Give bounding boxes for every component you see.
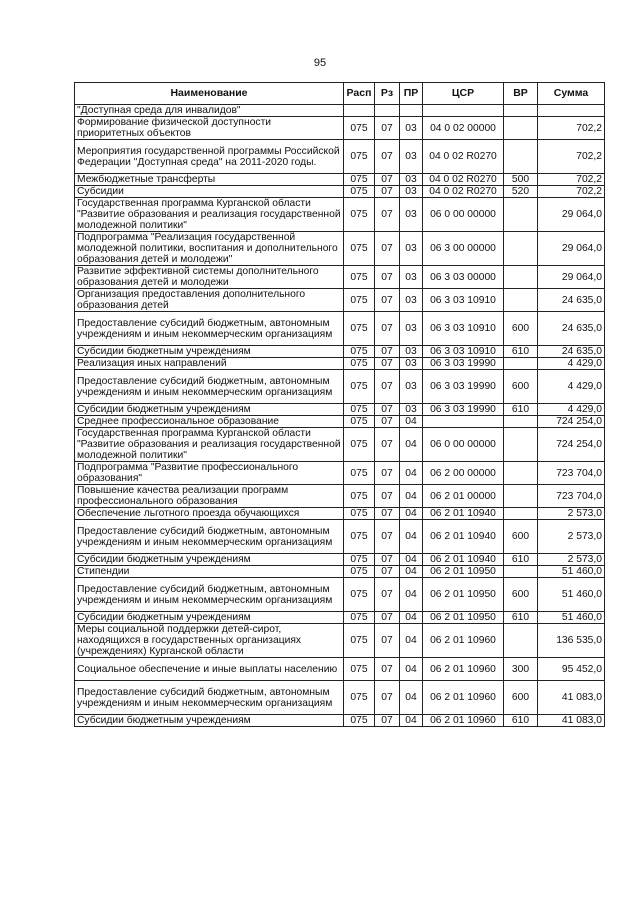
cell-rz: 07 [375,346,400,358]
cell-csr: 06 2 01 10940 [423,508,504,520]
cell-vr [504,140,538,174]
table-row [75,428,605,462]
cell-name: Предоставление субсидий бюджетным, автономным учреждениям и иным некоммерческим организациям [75,370,344,404]
cell-vr: 500 [504,174,538,186]
cell-csr: 04 0 02 R0270 [423,140,504,174]
cell-rz: 07 [375,578,400,612]
cell-rz: 07 [375,404,400,416]
cell-pr: 03 [400,232,423,266]
table-row [75,346,605,358]
table-row [75,198,605,232]
cell-rasp: 075 [344,346,375,358]
cell-rasp: 075 [344,658,375,681]
cell-rasp: 075 [344,404,375,416]
cell-rasp: 075 [344,140,375,174]
cell-csr [423,105,504,117]
cell-rz: 07 [375,612,400,624]
cell-pr [400,105,423,117]
cell-pr: 04 [400,658,423,681]
table-row [75,681,605,715]
cell-name: Развитие эффективной системы дополнительного образования детей и молодежи [75,266,344,289]
cell-vr [504,485,538,508]
cell-name: Среднее профессиональное образование [75,416,344,428]
cell-sum: 51 460,0 [538,566,605,578]
cell-name: Субсидии бюджетным учреждениям [75,404,344,416]
cell-rasp: 075 [344,715,375,727]
cell-name: "Доступная среда для инвалидов" [75,105,344,117]
cell-csr: 06 2 01 10960 [423,715,504,727]
cell-rz: 07 [375,266,400,289]
cell-rz: 07 [375,198,400,232]
cell-sum: 724 254,0 [538,416,605,428]
cell-pr: 04 [400,681,423,715]
cell-pr: 04 [400,715,423,727]
cell-name: Реализация иных направлений [75,358,344,370]
cell-name: Повышение качества реализации программ профессионального образования [75,485,344,508]
cell-sum: 4 429,0 [538,358,605,370]
cell-sum: 702,2 [538,140,605,174]
cell-rz: 07 [375,186,400,198]
table-row [75,416,605,428]
table-row [75,232,605,266]
cell-csr: 06 2 01 00000 [423,485,504,508]
header-vr: ВР [504,83,538,105]
cell-pr: 04 [400,416,423,428]
cell-rasp: 075 [344,578,375,612]
cell-rasp: 075 [344,566,375,578]
cell-pr: 03 [400,266,423,289]
cell-vr [504,358,538,370]
header-pr: ПР [400,83,423,105]
cell-vr: 610 [504,612,538,624]
cell-vr: 600 [504,578,538,612]
cell-rz: 07 [375,520,400,554]
cell-rz: 07 [375,554,400,566]
cell-sum: 723 704,0 [538,485,605,508]
table-row [75,566,605,578]
cell-rz [375,105,400,117]
cell-csr: 06 3 03 10910 [423,312,504,346]
cell-vr [504,198,538,232]
cell-rz: 07 [375,370,400,404]
table-body [75,105,605,727]
cell-rz: 07 [375,232,400,266]
cell-csr: 06 3 00 00000 [423,232,504,266]
cell-rasp: 075 [344,117,375,140]
table-row [75,508,605,520]
cell-name: Субсидии [75,186,344,198]
cell-rasp: 075 [344,612,375,624]
cell-vr: 600 [504,520,538,554]
cell-name: Мероприятия государственной программы Российской Федерации "Доступная среда" на 2011-2020 годы. [75,140,344,174]
cell-csr: 06 0 00 00000 [423,198,504,232]
cell-pr: 04 [400,624,423,658]
cell-vr: 610 [504,404,538,416]
header-rz: Рз [375,83,400,105]
cell-sum: 136 535,0 [538,624,605,658]
cell-rz: 07 [375,312,400,346]
cell-name: Стипендии [75,566,344,578]
table-header-row [75,83,605,105]
cell-vr: 600 [504,370,538,404]
cell-csr: 06 3 03 19990 [423,370,504,404]
table-row [75,578,605,612]
cell-rasp: 075 [344,289,375,312]
cell-sum: 24 635,0 [538,346,605,358]
cell-csr: 06 0 00 00000 [423,428,504,462]
cell-sum: 702,2 [538,117,605,140]
cell-name: Организация предоставления дополнительного образования детей [75,289,344,312]
cell-vr [504,624,538,658]
cell-rz: 07 [375,715,400,727]
cell-pr: 04 [400,520,423,554]
cell-pr: 03 [400,370,423,404]
cell-rasp: 075 [344,462,375,485]
cell-vr [504,416,538,428]
cell-sum: 41 083,0 [538,715,605,727]
cell-pr: 03 [400,198,423,232]
cell-name: Социальное обеспечение и иные выплаты населению [75,658,344,681]
table-row [75,266,605,289]
page-number: 95 [313,57,327,69]
cell-rz: 07 [375,485,400,508]
cell-vr [504,289,538,312]
cell-csr: 06 2 01 10960 [423,681,504,715]
cell-sum: 702,2 [538,186,605,198]
cell-name: Субсидии бюджетным учреждениям [75,554,344,566]
cell-rasp: 075 [344,681,375,715]
cell-rasp: 075 [344,520,375,554]
cell-rz: 07 [375,428,400,462]
cell-rz: 07 [375,289,400,312]
cell-vr [504,105,538,117]
cell-vr: 610 [504,554,538,566]
table-row [75,520,605,554]
cell-pr: 03 [400,358,423,370]
cell-rz: 07 [375,140,400,174]
cell-csr: 06 2 01 10950 [423,612,504,624]
cell-rasp: 075 [344,358,375,370]
cell-name: Субсидии бюджетным учреждениям [75,612,344,624]
cell-pr: 03 [400,289,423,312]
cell-csr: 04 0 02 R0270 [423,174,504,186]
cell-csr: 06 2 01 10960 [423,658,504,681]
cell-sum: 29 064,0 [538,232,605,266]
cell-rz: 07 [375,117,400,140]
cell-rasp [344,105,375,117]
cell-pr: 04 [400,428,423,462]
cell-rasp: 075 [344,624,375,658]
cell-vr [504,428,538,462]
table-row [75,624,605,658]
cell-vr [504,117,538,140]
cell-pr: 03 [400,404,423,416]
cell-sum: 41 083,0 [538,681,605,715]
cell-name: Предоставление субсидий бюджетным, автономным учреждениям и иным некоммерческим организациям [75,681,344,715]
cell-rasp: 075 [344,428,375,462]
cell-sum: 4 429,0 [538,404,605,416]
table-row [75,485,605,508]
table-row [75,105,605,117]
cell-name: Предоставление субсидий бюджетным, автономным учреждениям и иным некоммерческим организациям [75,578,344,612]
cell-name: Обеспечение льготного проезда обучающихся [75,508,344,520]
cell-rz: 07 [375,358,400,370]
cell-rasp: 075 [344,186,375,198]
cell-name: Подпрограмма "Развитие профессионального образования" [75,462,344,485]
cell-pr: 04 [400,485,423,508]
cell-name: Государственная программа Курганской области "Развитие образования и реализация государственной молодежной политики" [75,198,344,232]
cell-name: Межбюджетные трансферты [75,174,344,186]
table-row [75,404,605,416]
cell-csr: 06 3 03 00000 [423,266,504,289]
cell-csr: 06 2 01 10950 [423,566,504,578]
cell-pr: 03 [400,140,423,174]
cell-vr [504,566,538,578]
table-row [75,358,605,370]
cell-sum [538,105,605,117]
header-rasp: Расп [344,83,375,105]
cell-csr: 06 2 01 10940 [423,554,504,566]
cell-sum: 29 064,0 [538,198,605,232]
cell-sum: 724 254,0 [538,428,605,462]
cell-rz: 07 [375,681,400,715]
cell-pr: 04 [400,578,423,612]
cell-pr: 04 [400,612,423,624]
cell-rz: 07 [375,624,400,658]
cell-sum: 29 064,0 [538,266,605,289]
cell-rz: 07 [375,174,400,186]
table-row [75,117,605,140]
table-row [75,715,605,727]
cell-rasp: 075 [344,508,375,520]
table-row [75,554,605,566]
cell-name: Меры социальной поддержки детей-сирот, находящихся в государственных организациях (учреждениях) Курганской области [75,624,344,658]
header-sum: Сумма [538,83,605,105]
cell-pr: 04 [400,508,423,520]
cell-sum: 24 635,0 [538,289,605,312]
cell-vr: 610 [504,346,538,358]
cell-name: Предоставление субсидий бюджетным, автономным учреждениям и иным некоммерческим организациям [75,312,344,346]
table-row [75,312,605,346]
budget-table [74,82,605,727]
cell-sum: 2 573,0 [538,508,605,520]
cell-sum: 24 635,0 [538,312,605,346]
cell-csr: 06 3 03 10910 [423,289,504,312]
cell-rasp: 075 [344,174,375,186]
table-row [75,289,605,312]
cell-csr: 06 2 00 00000 [423,462,504,485]
cell-csr: 06 3 03 19990 [423,404,504,416]
cell-vr [504,508,538,520]
cell-rasp: 075 [344,198,375,232]
cell-rasp: 075 [344,370,375,404]
cell-vr: 520 [504,186,538,198]
table-row [75,658,605,681]
cell-rasp: 075 [344,416,375,428]
cell-rz: 07 [375,416,400,428]
cell-rasp: 075 [344,312,375,346]
cell-sum: 4 429,0 [538,370,605,404]
cell-vr: 600 [504,312,538,346]
cell-pr: 04 [400,462,423,485]
table-row [75,462,605,485]
cell-rasp: 075 [344,232,375,266]
cell-csr: 06 3 03 10910 [423,346,504,358]
cell-sum: 702,2 [538,174,605,186]
cell-pr: 04 [400,566,423,578]
cell-name: Предоставление субсидий бюджетным, автономным учреждениям и иным некоммерческим организациям [75,520,344,554]
cell-vr [504,232,538,266]
cell-csr: 06 2 01 10960 [423,624,504,658]
cell-vr: 300 [504,658,538,681]
cell-vr: 610 [504,715,538,727]
table-row [75,612,605,624]
cell-name: Государственная программа Курганской области "Развитие образования и реализация государственной молодежной политики" [75,428,344,462]
cell-name: Субсидии бюджетным учреждениям [75,346,344,358]
cell-sum: 51 460,0 [538,578,605,612]
cell-rz: 07 [375,508,400,520]
cell-name: Подпрограмма "Реализация государственной молодежной политики, воспитания и дополнительного образования детей и молодежи" [75,232,344,266]
cell-sum: 95 452,0 [538,658,605,681]
cell-sum: 51 460,0 [538,612,605,624]
cell-rz: 07 [375,566,400,578]
cell-csr: 06 3 03 19990 [423,358,504,370]
cell-csr [423,416,504,428]
cell-rasp: 075 [344,554,375,566]
cell-vr [504,462,538,485]
cell-csr: 04 0 02 R0270 [423,186,504,198]
cell-csr: 06 2 01 10950 [423,578,504,612]
cell-rasp: 075 [344,485,375,508]
cell-pr: 03 [400,174,423,186]
table-row [75,370,605,404]
cell-sum: 2 573,0 [538,520,605,554]
cell-rz: 07 [375,462,400,485]
table-row [75,140,605,174]
cell-pr: 03 [400,117,423,140]
cell-rz: 07 [375,658,400,681]
cell-pr: 03 [400,346,423,358]
cell-name: Формирование физической доступности приоритетных объектов [75,117,344,140]
cell-pr: 03 [400,186,423,198]
cell-sum: 723 704,0 [538,462,605,485]
cell-sum: 2 573,0 [538,554,605,566]
cell-vr: 600 [504,681,538,715]
cell-csr: 06 2 01 10940 [423,520,504,554]
cell-name: Субсидии бюджетным учреждениям [75,715,344,727]
cell-pr: 04 [400,554,423,566]
header-name: Наименование [75,83,344,105]
header-csr: ЦСР [423,83,504,105]
cell-csr: 04 0 02 00000 [423,117,504,140]
cell-rasp: 075 [344,266,375,289]
cell-pr: 03 [400,312,423,346]
table-row [75,186,605,198]
table-row [75,174,605,186]
cell-vr [504,266,538,289]
